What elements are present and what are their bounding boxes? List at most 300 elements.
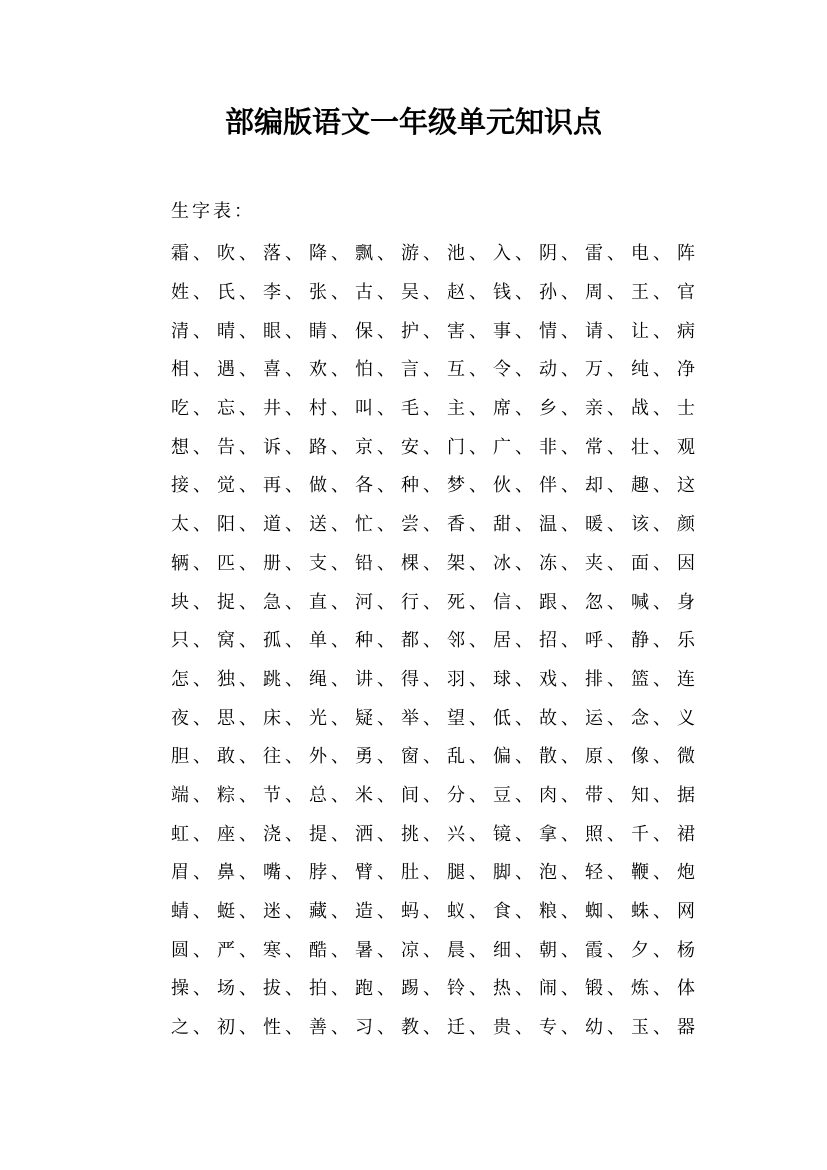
separator-mark: 、 — [239, 746, 257, 768]
separator-mark: 、 — [607, 668, 625, 690]
character-item: 玉 — [631, 1017, 649, 1039]
separator-mark: 、 — [331, 668, 349, 690]
character-item: 喜 — [263, 359, 281, 381]
character-item: 毛 — [401, 398, 419, 420]
separator-mark: 、 — [561, 282, 579, 304]
separator-mark: 、 — [607, 398, 625, 420]
separator-mark: 、 — [561, 514, 579, 536]
character-row — [171, 233, 731, 272]
separator-mark: 、 — [193, 475, 211, 497]
character-item: 各 — [355, 475, 373, 497]
character-item: 豆 — [493, 784, 511, 806]
character-item: 孙 — [539, 282, 557, 304]
separator-mark: 、 — [653, 823, 671, 845]
separator-mark: 、 — [377, 1017, 395, 1039]
character-item: 睛 — [309, 320, 327, 342]
character-item: 忙 — [355, 514, 373, 536]
character-item: 疑 — [355, 707, 373, 729]
character-row — [171, 659, 731, 698]
character-row — [171, 775, 731, 814]
character-item: 井 — [263, 398, 281, 420]
character-item: 只 — [171, 630, 189, 652]
separator-mark: 、 — [193, 823, 211, 845]
separator-mark: 、 — [607, 784, 625, 806]
separator-mark: 、 — [285, 939, 303, 961]
separator-mark: 、 — [285, 282, 303, 304]
character-row — [171, 349, 731, 388]
separator-mark: 、 — [239, 436, 257, 458]
separator-mark: 、 — [561, 630, 579, 652]
separator-mark: 、 — [515, 784, 533, 806]
separator-mark: 、 — [331, 514, 349, 536]
character-item: 遇 — [217, 359, 235, 381]
character-item: 闹 — [539, 978, 557, 1000]
separator-mark: 、 — [377, 320, 395, 342]
character-item: 门 — [447, 436, 465, 458]
separator-mark: 、 — [193, 552, 211, 574]
character-item: 脚 — [493, 862, 511, 884]
separator-mark: 、 — [515, 630, 533, 652]
separator-mark: 、 — [377, 901, 395, 923]
character-item: 支 — [309, 552, 327, 574]
separator-mark: 、 — [653, 475, 671, 497]
character-item: 凉 — [401, 939, 419, 961]
character-item: 再 — [263, 475, 281, 497]
character-item: 万 — [585, 359, 603, 381]
separator-mark: 、 — [561, 398, 579, 420]
character-item: 梦 — [447, 475, 465, 497]
separator-mark: 、 — [423, 784, 441, 806]
character-item: 暑 — [355, 939, 373, 961]
character-item: 粮 — [539, 901, 557, 923]
separator-mark: 、 — [515, 823, 533, 845]
character-item: 镜 — [493, 823, 511, 845]
separator-mark: 、 — [331, 630, 349, 652]
character-item: 棵 — [401, 552, 419, 574]
character-item: 战 — [631, 398, 649, 420]
separator-mark: 、 — [515, 552, 533, 574]
character-item: 之 — [171, 1017, 189, 1039]
character-item: 动 — [539, 359, 557, 381]
character-item: 眉 — [171, 862, 189, 884]
separator-mark: 、 — [561, 668, 579, 690]
character-row — [171, 929, 731, 968]
separator-mark: 、 — [469, 746, 487, 768]
separator-mark: 、 — [561, 823, 579, 845]
separator-mark: 、 — [331, 901, 349, 923]
separator-mark: 、 — [515, 398, 533, 420]
separator-mark: 、 — [653, 436, 671, 458]
character-item: 阵 — [677, 243, 695, 265]
separator-mark: 、 — [331, 436, 349, 458]
separator-mark: 、 — [331, 359, 349, 381]
character-item: 事 — [493, 320, 511, 342]
character-item: 寒 — [263, 939, 281, 961]
character-item: 护 — [401, 320, 419, 342]
character-item: 米 — [355, 784, 373, 806]
separator-mark: 、 — [607, 1017, 625, 1039]
character-item: 跑 — [355, 978, 373, 1000]
separator-mark: 、 — [331, 320, 349, 342]
character-item: 带 — [585, 784, 603, 806]
character-item: 网 — [677, 901, 695, 923]
character-item: 虹 — [171, 823, 189, 845]
character-item: 告 — [217, 436, 235, 458]
character-item: 脖 — [309, 862, 327, 884]
character-item: 幼 — [585, 1017, 603, 1039]
separator-mark: 、 — [653, 359, 671, 381]
separator-mark: 、 — [423, 282, 441, 304]
separator-mark: 、 — [607, 939, 625, 961]
character-item: 肉 — [539, 784, 557, 806]
character-item: 乐 — [677, 630, 695, 652]
separator-mark: 、 — [653, 862, 671, 884]
character-item: 请 — [585, 320, 603, 342]
character-item: 杨 — [677, 939, 695, 961]
character-item: 勇 — [355, 746, 373, 768]
character-item: 令 — [493, 359, 511, 381]
character-item: 性 — [263, 1017, 281, 1039]
character-item: 广 — [493, 436, 511, 458]
character-item: 教 — [401, 1017, 419, 1039]
character-item: 蚁 — [447, 901, 465, 923]
separator-mark: 、 — [285, 630, 303, 652]
character-item: 蚂 — [401, 901, 419, 923]
character-item: 诉 — [263, 436, 281, 458]
separator-mark: 、 — [653, 552, 671, 574]
separator-mark: 、 — [239, 784, 257, 806]
separator-mark: 、 — [653, 591, 671, 613]
separator-mark: 、 — [469, 707, 487, 729]
character-row — [171, 813, 731, 852]
separator-mark: 、 — [285, 359, 303, 381]
character-item: 挑 — [401, 823, 419, 845]
character-item: 轻 — [585, 862, 603, 884]
separator-mark: 、 — [561, 475, 579, 497]
character-item: 善 — [309, 1017, 327, 1039]
character-item: 尝 — [401, 514, 419, 536]
separator-mark: 、 — [331, 552, 349, 574]
character-item: 跟 — [539, 591, 557, 613]
character-item: 义 — [677, 707, 695, 729]
character-item: 静 — [631, 630, 649, 652]
character-item: 操 — [171, 978, 189, 1000]
separator-mark: 、 — [285, 514, 303, 536]
character-item: 座 — [217, 823, 235, 845]
character-item: 肚 — [401, 862, 419, 884]
separator-mark: 、 — [239, 823, 257, 845]
separator-mark: 、 — [607, 901, 625, 923]
character-item: 炼 — [631, 978, 649, 1000]
character-item: 朝 — [539, 939, 557, 961]
separator-mark: 、 — [285, 320, 303, 342]
character-item: 像 — [631, 746, 649, 768]
character-item: 排 — [585, 668, 603, 690]
character-item: 举 — [401, 707, 419, 729]
character-item: 端 — [171, 784, 189, 806]
character-item: 却 — [585, 475, 603, 497]
separator-mark: 、 — [607, 707, 625, 729]
character-item: 裙 — [677, 823, 695, 845]
character-item: 非 — [539, 436, 557, 458]
separator-mark: 、 — [607, 552, 625, 574]
character-item: 捉 — [217, 591, 235, 613]
character-item: 辆 — [171, 552, 189, 574]
character-item: 酷 — [309, 939, 327, 961]
character-item: 锻 — [585, 978, 603, 1000]
separator-mark: 、 — [377, 514, 395, 536]
separator-mark: 、 — [239, 1017, 257, 1039]
separator-mark: 、 — [561, 862, 579, 884]
character-item: 张 — [309, 282, 327, 304]
character-item: 热 — [493, 978, 511, 1000]
character-item: 士 — [677, 398, 695, 420]
character-item: 互 — [447, 359, 465, 381]
separator-mark: 、 — [331, 746, 349, 768]
separator-mark: 、 — [285, 707, 303, 729]
separator-mark: 、 — [285, 746, 303, 768]
character-item: 怕 — [355, 359, 373, 381]
separator-mark: 、 — [653, 630, 671, 652]
character-item: 夹 — [585, 552, 603, 574]
separator-mark: 、 — [653, 746, 671, 768]
character-item: 嘴 — [263, 862, 281, 884]
separator-mark: 、 — [331, 398, 349, 420]
character-item: 单 — [309, 630, 327, 652]
separator-mark: 、 — [377, 591, 395, 613]
separator-mark: 、 — [239, 514, 257, 536]
character-item: 忽 — [585, 591, 603, 613]
character-item: 匹 — [217, 552, 235, 574]
separator-mark: 、 — [239, 630, 257, 652]
separator-mark: 、 — [653, 668, 671, 690]
separator-mark: 、 — [653, 514, 671, 536]
character-row — [171, 852, 731, 891]
character-item: 夕 — [631, 939, 649, 961]
separator-mark: 、 — [239, 978, 257, 1000]
separator-mark: 、 — [653, 282, 671, 304]
character-item: 亲 — [585, 398, 603, 420]
character-item: 急 — [263, 591, 281, 613]
separator-mark: 、 — [607, 282, 625, 304]
character-item: 器 — [677, 1017, 695, 1039]
separator-mark: 、 — [561, 784, 579, 806]
separator-mark: 、 — [377, 784, 395, 806]
character-row — [171, 581, 731, 620]
separator-mark: 、 — [331, 282, 349, 304]
separator-mark: 、 — [469, 978, 487, 1000]
character-item: 池 — [447, 243, 465, 265]
character-item: 讲 — [355, 668, 373, 690]
character-item: 怎 — [171, 668, 189, 690]
separator-mark: 、 — [607, 320, 625, 342]
character-row — [171, 1007, 731, 1046]
separator-mark: 、 — [423, 436, 441, 458]
character-row — [171, 388, 731, 427]
character-item: 往 — [263, 746, 281, 768]
character-item: 羽 — [447, 668, 465, 690]
separator-mark: 、 — [561, 746, 579, 768]
character-item: 直 — [309, 591, 327, 613]
separator-mark: 、 — [285, 823, 303, 845]
separator-mark: 、 — [423, 823, 441, 845]
separator-mark: 、 — [423, 320, 441, 342]
character-item: 念 — [631, 707, 649, 729]
character-row — [171, 620, 731, 659]
character-row — [171, 891, 731, 930]
separator-mark: 、 — [515, 1017, 533, 1039]
character-item: 吴 — [401, 282, 419, 304]
character-item: 居 — [493, 630, 511, 652]
character-item: 总 — [309, 784, 327, 806]
separator-mark: 、 — [653, 901, 671, 923]
separator-mark: 、 — [193, 359, 211, 381]
character-item: 温 — [539, 514, 557, 536]
separator-mark: 、 — [423, 514, 441, 536]
separator-mark: 、 — [239, 668, 257, 690]
separator-mark: 、 — [331, 784, 349, 806]
character-item: 窗 — [401, 746, 419, 768]
character-item: 鼻 — [217, 862, 235, 884]
separator-mark: 、 — [515, 707, 533, 729]
separator-mark: 、 — [423, 668, 441, 690]
character-row — [171, 310, 731, 349]
separator-mark: 、 — [469, 668, 487, 690]
character-item: 蛛 — [631, 901, 649, 923]
separator-mark: 、 — [285, 901, 303, 923]
separator-mark: 、 — [377, 630, 395, 652]
separator-mark: 、 — [331, 823, 349, 845]
character-item: 原 — [585, 746, 603, 768]
separator-mark: 、 — [423, 978, 441, 1000]
separator-mark: 、 — [515, 359, 533, 381]
separator-mark: 、 — [469, 320, 487, 342]
character-table — [171, 233, 731, 1045]
character-item: 霞 — [585, 939, 603, 961]
character-item: 得 — [401, 668, 419, 690]
separator-mark: 、 — [193, 1017, 211, 1039]
separator-mark: 、 — [239, 591, 257, 613]
separator-mark: 、 — [331, 978, 349, 1000]
separator-mark: 、 — [561, 978, 579, 1000]
character-item: 氏 — [217, 282, 235, 304]
separator-mark: 、 — [423, 862, 441, 884]
separator-mark: 、 — [469, 359, 487, 381]
separator-mark: 、 — [377, 862, 395, 884]
character-item: 望 — [447, 707, 465, 729]
separator-mark: 、 — [377, 823, 395, 845]
separator-mark: 、 — [607, 591, 625, 613]
separator-mark: 、 — [607, 862, 625, 884]
character-item: 净 — [677, 359, 695, 381]
separator-mark: 、 — [515, 475, 533, 497]
character-item: 纯 — [631, 359, 649, 381]
character-item: 清 — [171, 320, 189, 342]
separator-mark: 、 — [653, 398, 671, 420]
separator-mark: 、 — [561, 320, 579, 342]
character-item: 眼 — [263, 320, 281, 342]
separator-mark: 、 — [193, 630, 211, 652]
separator-mark: 、 — [423, 243, 441, 265]
separator-mark: 、 — [515, 282, 533, 304]
character-item: 专 — [539, 1017, 557, 1039]
separator-mark: 、 — [561, 552, 579, 574]
character-item: 块 — [171, 591, 189, 613]
character-item: 据 — [677, 784, 695, 806]
character-item: 节 — [263, 784, 281, 806]
character-item: 忘 — [217, 398, 235, 420]
character-item: 拍 — [309, 978, 327, 1000]
character-item: 觉 — [217, 475, 235, 497]
character-item: 提 — [309, 823, 327, 845]
separator-mark: 、 — [607, 436, 625, 458]
separator-mark: 、 — [331, 591, 349, 613]
separator-mark: 、 — [193, 784, 211, 806]
separator-mark: 、 — [469, 784, 487, 806]
character-item: 运 — [585, 707, 603, 729]
character-row — [171, 543, 731, 582]
character-item: 电 — [631, 243, 649, 265]
separator-mark: 、 — [377, 668, 395, 690]
character-item: 阳 — [217, 514, 235, 536]
section-label-character-table: 生字表： — [171, 201, 255, 222]
character-item: 圆 — [171, 939, 189, 961]
separator-mark: 、 — [515, 901, 533, 923]
separator-mark: 、 — [239, 552, 257, 574]
character-item: 做 — [309, 475, 327, 497]
character-item: 胆 — [171, 746, 189, 768]
character-item: 保 — [355, 320, 373, 342]
separator-mark: 、 — [607, 514, 625, 536]
separator-mark: 、 — [193, 707, 211, 729]
separator-mark: 、 — [193, 901, 211, 923]
separator-mark: 、 — [515, 243, 533, 265]
character-item: 钱 — [493, 282, 511, 304]
separator-mark: 、 — [377, 552, 395, 574]
character-item: 微 — [677, 746, 695, 768]
separator-mark: 、 — [285, 436, 303, 458]
separator-mark: 、 — [561, 436, 579, 458]
character-item: 体 — [677, 978, 695, 1000]
separator-mark: 、 — [377, 707, 395, 729]
character-item: 绳 — [309, 668, 327, 690]
character-item: 伙 — [493, 475, 511, 497]
character-item: 邻 — [447, 630, 465, 652]
character-item: 千 — [631, 823, 649, 845]
separator-mark: 、 — [193, 282, 211, 304]
character-item: 蜻 — [171, 901, 189, 923]
separator-mark: 、 — [469, 514, 487, 536]
separator-mark: 、 — [193, 320, 211, 342]
separator-mark: 、 — [239, 359, 257, 381]
character-item: 晴 — [217, 320, 235, 342]
character-item: 游 — [401, 243, 419, 265]
character-item: 面 — [631, 552, 649, 574]
character-item: 吃 — [171, 398, 189, 420]
character-item: 观 — [677, 436, 695, 458]
character-item: 席 — [493, 398, 511, 420]
separator-mark: 、 — [285, 784, 303, 806]
character-item: 信 — [493, 591, 511, 613]
character-item: 壮 — [631, 436, 649, 458]
character-row — [171, 426, 731, 465]
character-item: 接 — [171, 475, 189, 497]
character-item: 京 — [355, 436, 373, 458]
page-title: 部编版语文一年级单元知识点 — [224, 105, 602, 139]
separator-mark: 、 — [285, 552, 303, 574]
character-row — [171, 736, 731, 775]
character-item: 落 — [263, 243, 281, 265]
